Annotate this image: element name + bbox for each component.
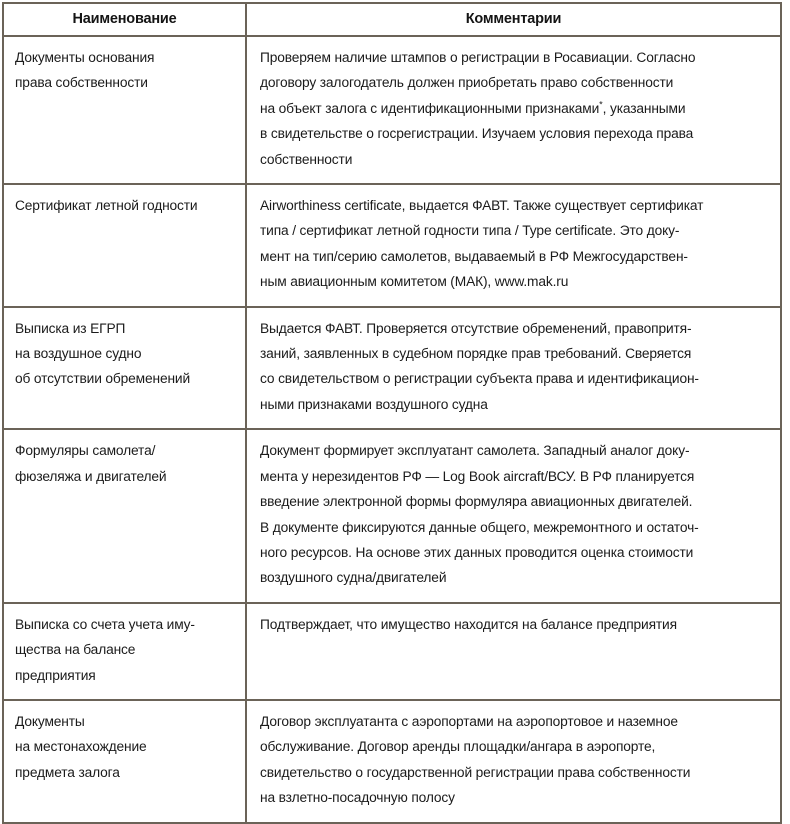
text-line: введение электронной формы формуляра авиационных двигателей. xyxy=(260,494,693,511)
text-line: заний, заявленных в судебном порядке прав требований. Сверяется xyxy=(260,346,692,363)
text-line: обслуживание. Договор аренды площадки/ангара в аэропорте, xyxy=(260,739,656,756)
text-line: на объект залога с идентификационными признаками*, указанными xyxy=(260,99,686,117)
cell-comment-text xyxy=(246,307,781,430)
table-row xyxy=(3,184,781,307)
text-line: Проверяем наличие штампов о регистрации в Росавиации. Согласно xyxy=(260,50,696,66)
cell-document-name xyxy=(3,184,246,307)
table-row xyxy=(3,36,781,184)
text-line: на взлетно-посадочную полосу xyxy=(260,790,455,807)
text-line: ного ресурсов. На основе этих данных проводится оценка стоимости xyxy=(260,544,694,561)
text-line: в свидетельстве о госрегистрации. Изучаем условия перехода права xyxy=(260,126,694,143)
documents-table xyxy=(2,2,782,824)
cell-comment-text xyxy=(246,36,781,184)
text-line: предмета залога xyxy=(15,764,120,781)
text-line: Договор эксплуатанта с аэропортами на аэропортовое и наземное xyxy=(260,713,678,730)
text-line: со свидетельством о регистрации субъекта права и идентификацион- xyxy=(260,371,699,388)
text-line: предприятия xyxy=(15,667,96,684)
text-line: мента у нерезидентов РФ — Log Book aircraft/ВСУ. В РФ планируется xyxy=(260,468,695,485)
cell-text-block xyxy=(247,604,780,648)
text-line: на воздушное судно xyxy=(15,346,142,363)
cell-text-block xyxy=(247,37,780,183)
text-line: В документе фиксируются данные общего, межремонтного и остаточ- xyxy=(260,519,699,536)
text-line: мент на тип/серию самолетов, выдаваемый в РФ Межгосударствен- xyxy=(260,248,688,265)
text-line: Выписка со счета учета иму- xyxy=(15,616,195,633)
table-header xyxy=(3,3,781,36)
text-line: ным авиационным комитетом (МАК), www.mak.ru xyxy=(260,274,569,291)
cell-document-name xyxy=(3,307,246,430)
text-line: Airworthiness certificate, выдается ФАВТ. Также существует сертификат xyxy=(260,198,704,215)
cell-text-block xyxy=(4,430,245,500)
document-page xyxy=(0,2,790,807)
text-line: Документ формирует эксплуатант самолета. Западный аналог доку- xyxy=(260,443,690,460)
text-line: воздушного судна/двигателей xyxy=(260,570,447,587)
text-line: типа / сертификат летной годности типа / Type certificate. Это доку- xyxy=(260,223,680,240)
text-line: права собственности xyxy=(15,75,148,92)
table-body xyxy=(3,36,781,823)
text-line: на местонахождение xyxy=(15,739,147,756)
cell-text-block xyxy=(247,701,780,822)
text-line: Подтверждает, что имущество находится на балансе предприятия xyxy=(260,616,677,633)
cell-text-block xyxy=(4,701,245,796)
cell-text-block xyxy=(4,308,245,403)
text-line: Формуляры самолета/ xyxy=(15,443,156,460)
cell-text-block xyxy=(4,604,245,699)
table-row xyxy=(3,429,781,602)
table-row xyxy=(3,307,781,430)
cell-document-name xyxy=(3,603,246,700)
cell-comment-text xyxy=(246,429,781,602)
text-line: Документы xyxy=(15,713,85,730)
cell-comment-text xyxy=(246,603,781,700)
text-line: об отсутствии обременений xyxy=(15,371,191,388)
text-line: Выписка из ЕГРП xyxy=(15,320,126,337)
cell-text-block xyxy=(247,430,780,601)
column-header-name: Наименование xyxy=(3,3,246,36)
text-line: собственности xyxy=(260,151,353,168)
text-line: Сертификат летной годности xyxy=(15,198,198,215)
text-line: свидетельство о государственной регистрации права собственности xyxy=(260,764,691,781)
cell-text-block xyxy=(4,37,245,107)
table-header-row xyxy=(3,3,781,36)
text-line: Документы основания xyxy=(15,50,155,66)
cell-text-block xyxy=(4,185,245,229)
cell-document-name xyxy=(3,36,246,184)
text-line: щества на балансе xyxy=(15,642,136,659)
cell-comment-text xyxy=(246,184,781,307)
cell-text-block xyxy=(247,185,780,306)
column-header-comment: Комментарии xyxy=(246,3,781,36)
cell-text-block xyxy=(247,308,780,429)
text-line: договору залогодатель должен приобретать право собственности xyxy=(260,75,674,92)
table-row xyxy=(3,603,781,700)
text-line: ными признаками воздушного судна xyxy=(260,396,488,413)
text-line: фюзеляжа и двигателей xyxy=(15,468,167,485)
cell-document-name xyxy=(3,700,246,823)
cell-comment-text xyxy=(246,700,781,823)
table-row xyxy=(3,700,781,823)
text-line: Выдается ФАВТ. Проверяется отсутствие обременений, правопритя- xyxy=(260,320,692,337)
cell-document-name xyxy=(3,429,246,602)
footnote-marker: * xyxy=(599,99,603,111)
